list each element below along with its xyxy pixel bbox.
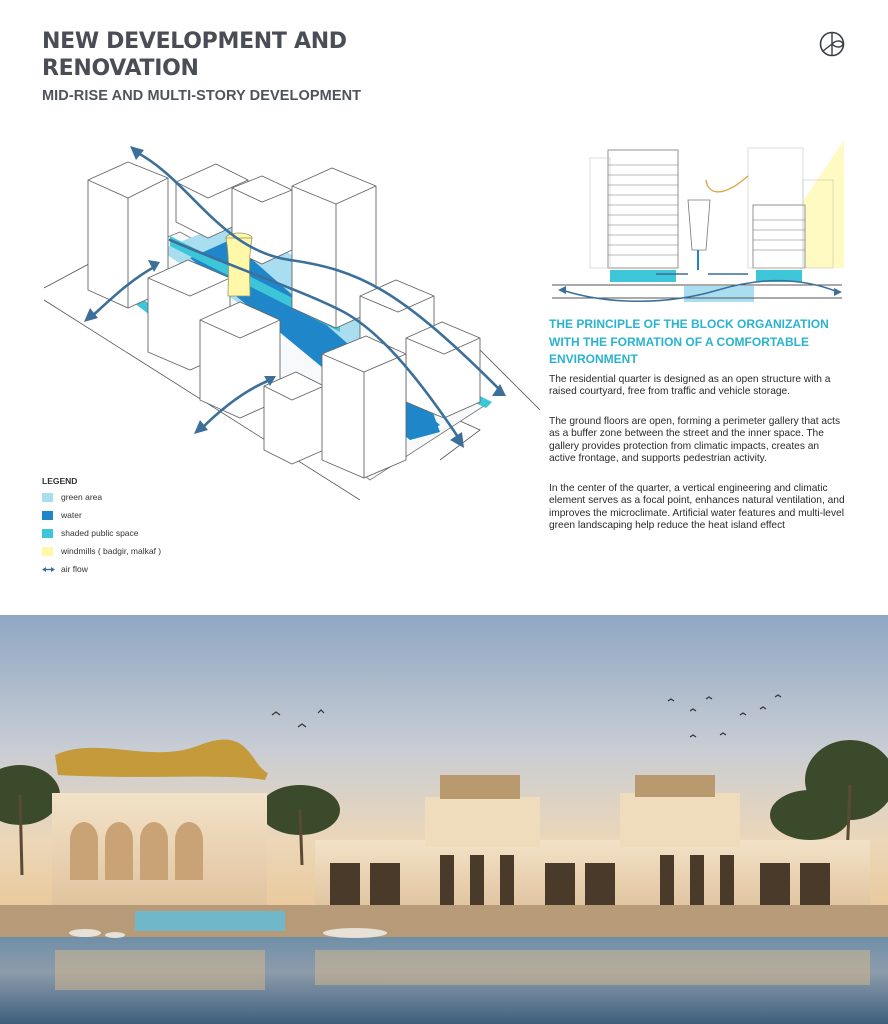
legend-label: shaded public space bbox=[61, 528, 139, 538]
isometric-block-diagram bbox=[40, 140, 540, 500]
legend-item-water bbox=[42, 509, 82, 521]
logo-icon bbox=[818, 30, 846, 58]
section-ventilation-diagram bbox=[548, 140, 848, 308]
water-swatch bbox=[42, 511, 53, 520]
double-arrow-icon bbox=[42, 565, 55, 574]
legend-title: LEGEND bbox=[42, 476, 78, 486]
legend-item-windmills bbox=[42, 545, 161, 557]
legend-item-shaded-public-space bbox=[42, 527, 139, 539]
green-area-swatch bbox=[42, 493, 53, 502]
paragraph-1: The residential quarter is designed as an open structure with a raised courtyard, free from traffic and vehicle storage. bbox=[549, 374, 831, 398]
paragraph-2: The ground floors are open, forming a perimeter gallery that acts as a buffer zone between the street and the inner space. The gallery provides protection from climatic impacts, creates an active frontage, and supports pedestrian activity. bbox=[549, 416, 841, 465]
windmills-swatch bbox=[42, 547, 53, 556]
legend-label: water bbox=[61, 510, 82, 520]
legend-label: windmills ( badgir, malkaf ) bbox=[61, 546, 162, 556]
section-heading: THE PRINCIPLE OF THE BLOCK ORGANIZATION WITH THE FORMATION OF A COMFORTABLE ENVIRONMENT bbox=[549, 317, 829, 366]
waterfront-rendering bbox=[0, 615, 888, 1024]
paragraph-3: In the center of the quarter, a vertical engineering and climatic element serves as a focal point, enhances natural ventilation, and improves the microclimate. Artificial water features and multi-level green landscaping help reduce the heat island effect bbox=[549, 483, 845, 532]
legend-label: air flow bbox=[61, 564, 88, 574]
page-title: NEW DEVELOPMENT AND RENOVATION bbox=[42, 29, 347, 81]
legend-item-air-flow bbox=[42, 563, 88, 575]
page-subtitle: MID-RISE AND MULTI-STORY DEVELOPMENT bbox=[42, 88, 362, 104]
legend-label: green area bbox=[61, 492, 103, 502]
legend-item-green-area bbox=[42, 491, 102, 503]
shaded-space-swatch bbox=[42, 529, 53, 538]
